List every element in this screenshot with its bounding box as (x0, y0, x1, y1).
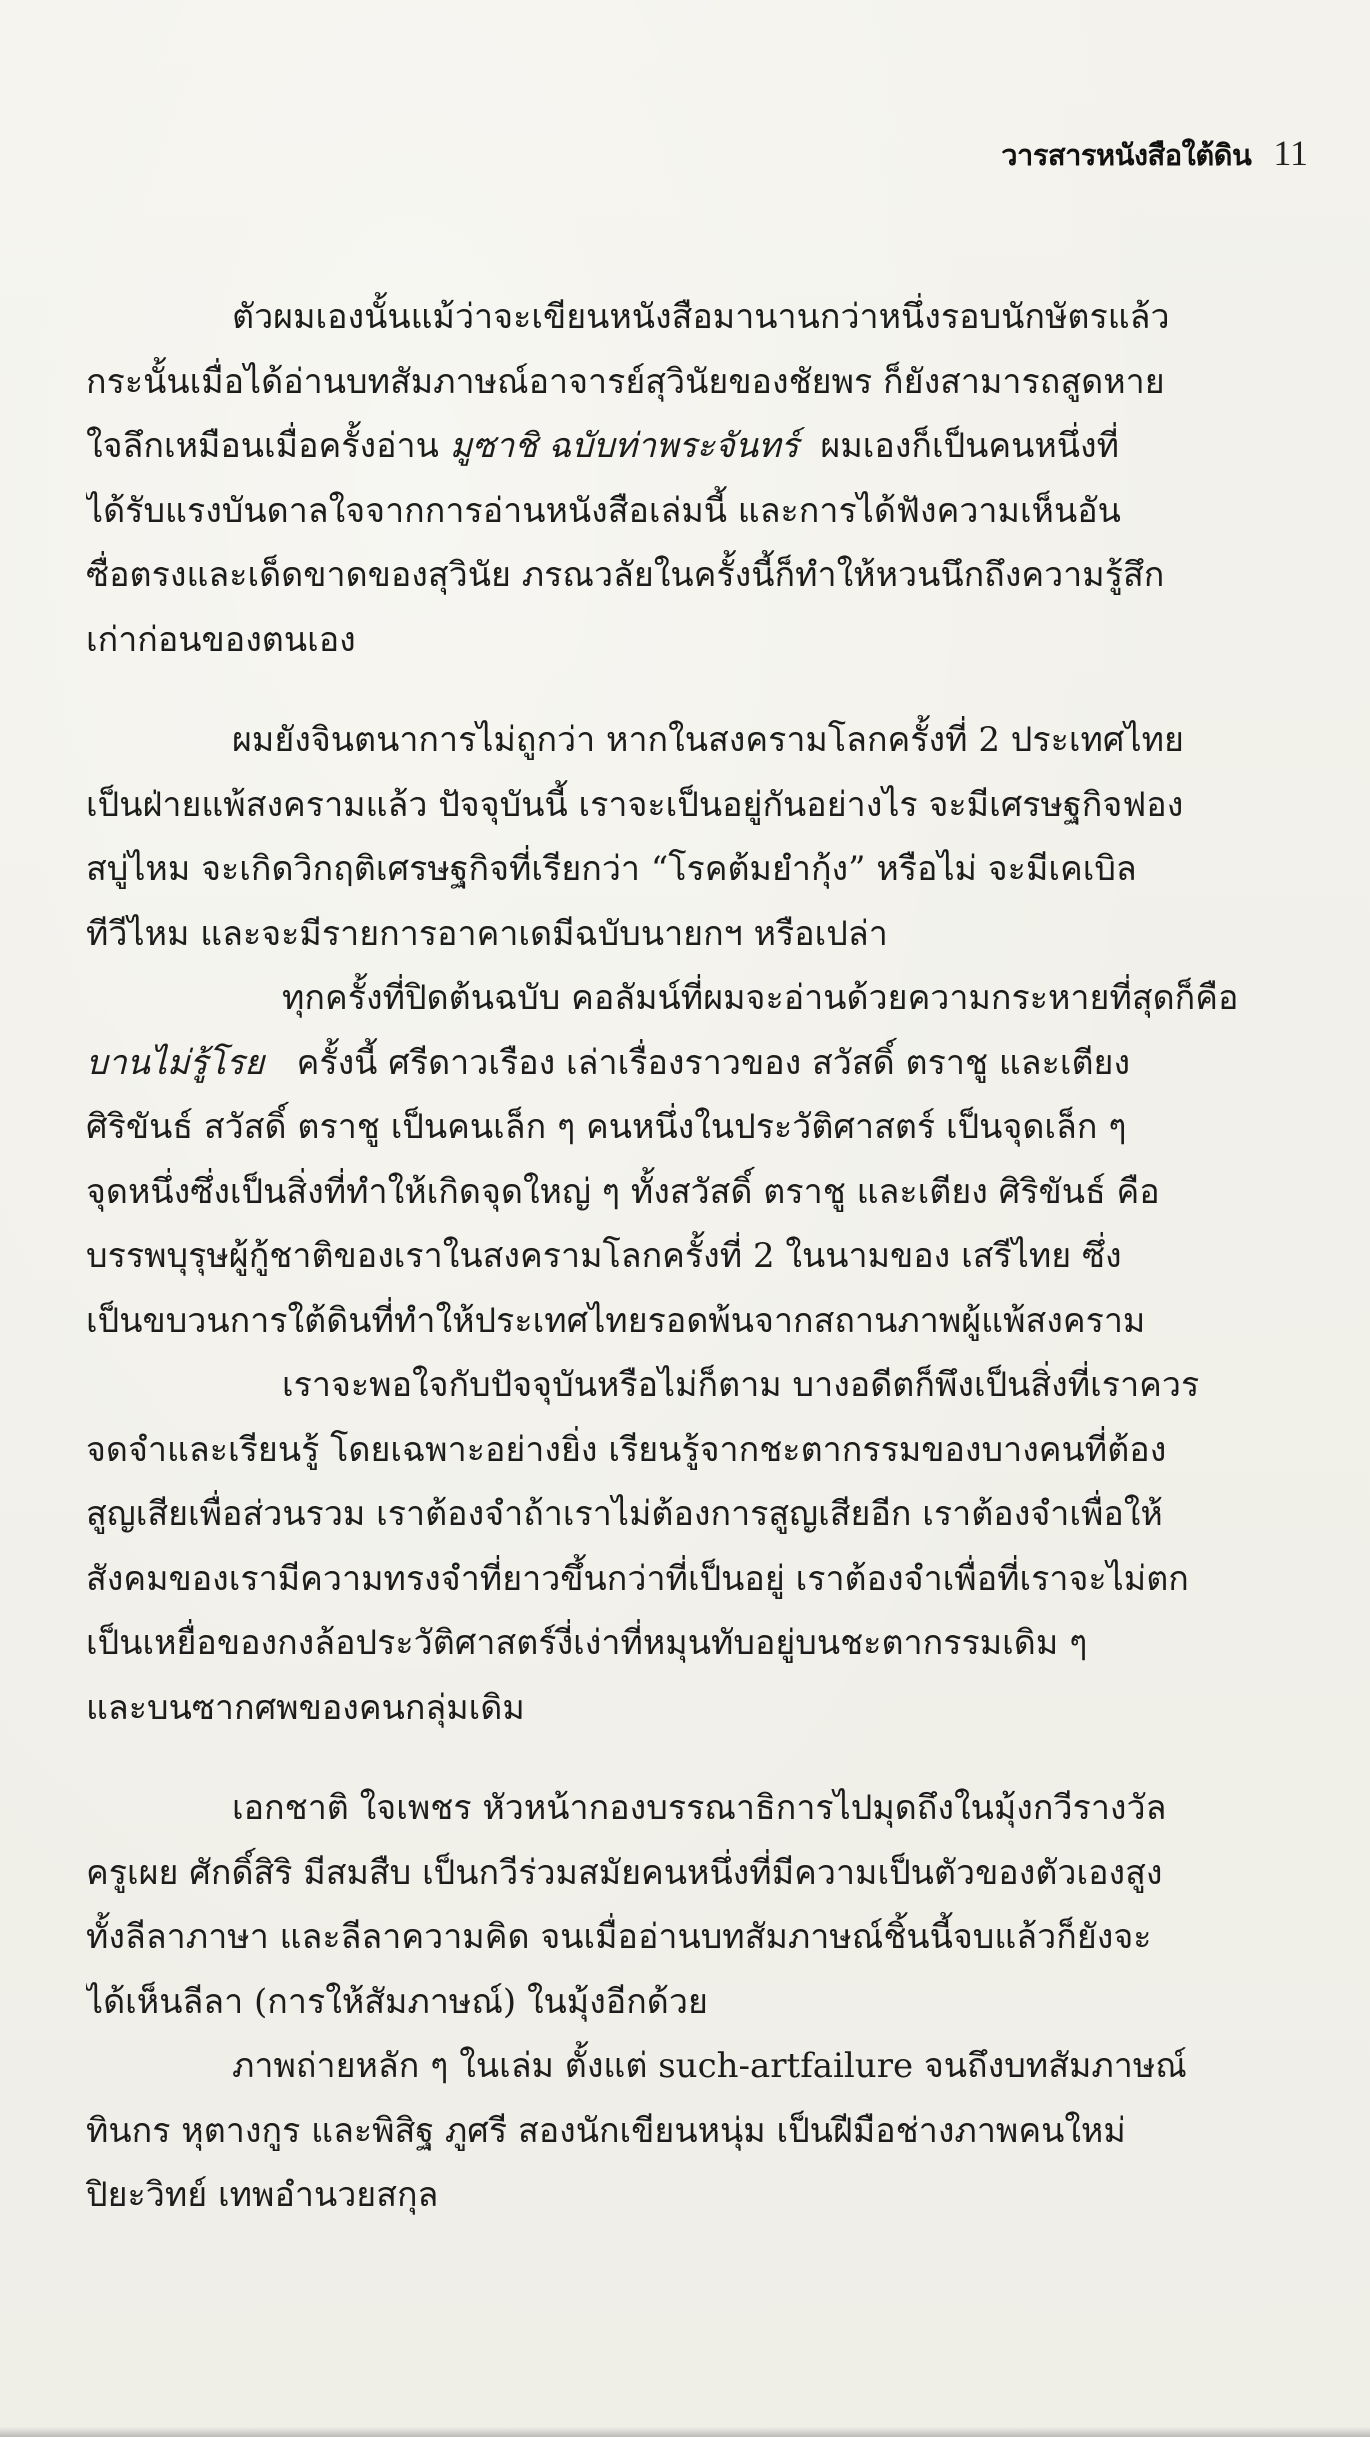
text-line: และบนซากศพของคนกลุ่มเดิม (86, 1687, 525, 1728)
text-line: สบู่ไหม จะเกิดวิกฤติเศรษฐกิจที่เรียกว่า “โรคต้มยำกุ้ง” หรือไม่ จะมีเคเบิล (86, 849, 1137, 889)
text-line (86, 1031, 1308, 1096)
paragraph-gap (86, 672, 1308, 708)
text-line: ได้รับแรงบันดาลใจจากการอ่านหนังสือเล่มนี้ และการได้ฟังความเห็นอัน (86, 490, 1121, 531)
text-line: เป็นเหยื่อของกงล้อประวัติศาสตร์งี่เง่าที่หมุนทับอยู่บนชะตากรรมเดิม ๆ (86, 1623, 1088, 1663)
text-line: สูญเสียเพื่อส่วนรวม เราต้องจำถ้าเราไม่ต้องการสูญเสียอีก เราต้องจำเพื่อให้ (86, 1494, 1163, 1534)
text-line: ทินกร หุตางกูร และพิสิฐ ภูศรี สองนักเขียนหนุ่ม เป็นฝีมือช่างภาพคนใหม่ (86, 2110, 1126, 2151)
text-segment: ครั้งนี้ ศรีดาวเรือง เล่าเรื่องราวของ สวัสดิ์ ตราชู และเตียง (296, 1042, 1131, 1083)
book-title: มูซาชิ ฉบับท่าพระจันทร์ (449, 426, 799, 466)
text-line (86, 414, 1308, 479)
text-line: กระนั้นเมื่อได้อ่านบทสัมภาษณ์อาจารย์สุวินัยของชัยพร ก็ยังสามารถสูดหาย (86, 361, 1165, 402)
text-line: เป็นฝ่ายแพ้สงครามแล้ว ปัจจุบันนี้ เราจะเป็นอยู่กันอย่างไร จะมีเศรษฐกิจฟอง (86, 784, 1184, 825)
text-line: ทั้งลีลาภาษา และลีลาความคิด จนเมื่ออ่านบทสัมภาษณ์ชิ้นนี้จบแล้วก็ยังจะ (86, 1917, 1152, 1957)
text-line: จุดหนึ่งซึ่งเป็นสิ่งที่ทำให้เกิดจุดใหญ่ ๆ ทั้งสวัสดิ์ ตราชู และเตียง ศิริขันธ์ คือ (86, 1171, 1160, 1212)
text-line: จดจำและเรียนรู้ โดยเฉพาะอย่างยิ่ง เรียนรู้จากชะตากรรมของบางคนที่ต้อง (86, 1429, 1167, 1470)
text-line: ศิริขันธ์ สวัสดิ์ ตราชู เป็นคนเล็ก ๆ คนหนึ่งในประวัติศาสตร์ เป็นจุดเล็ก ๆ (86, 1107, 1127, 1147)
paragraph-gap (86, 1740, 1308, 1776)
text-line: บรรพบุรุษผู้กู้ชาติของเราในสงครามโลกครั้งที่ 2 ในนามของ เสรีไทย ซึ่ง (86, 1236, 1122, 1276)
text-line: ตัวผมเองนั้นแม้ว่าจะเขียนหนังสือมานานกว่าหนึ่งรอบนักษัตรแล้ว (232, 297, 1170, 337)
journal-name: วารสารหนังสือใต้ดิน (1001, 138, 1252, 172)
text-segment: ผมเองก็เป็นคนหนึ่งที่ (820, 426, 1120, 466)
text-line: ทีวีไหม และจะมีรายการอาคาเดมีฉบับนายกฯ หรือเปล่า (86, 913, 888, 954)
paragraph-6 (86, 2034, 1308, 2228)
text-line: สังคมของเรามีความทรงจำที่ยาวขึ้นกว่าที่เป็นอยู่ เราต้องจำเพื่อที่เราจะไม่ตก (86, 1558, 1189, 1599)
text-line: เอกชาติ ใจเพชร หัวหน้ากองบรรณาธิการไปมุดถึงในมุ้งกวีรางวัล (232, 1788, 1167, 1828)
paragraph-4 (86, 1353, 1308, 1740)
paragraph-1 (86, 285, 1308, 672)
paragraph-5 (86, 1776, 1308, 2034)
text-line: ภาพถ่ายหลัก ๆ ในเล่ม ตั้งแต่ such-artfailure จนถึงบทสัมภาษณ์ (232, 2046, 1187, 2086)
column-title: บานไม่รู้โรย (86, 1042, 265, 1083)
text-line: ครูเผย ศักดิ์สิริ มีสมสืบ เป็นกวีร่วมสมัยคนหนึ่งที่มีความเป็นตัวของตัวเองสูง (86, 1852, 1163, 1893)
text-line: ปิยะวิทย์ เทพอำนวยสกุล (86, 2175, 439, 2215)
text-line: เราจะพอใจกับปัจจุบันหรือไม่ก็ตาม บางอดีตก็พึงเป็นสิ่งที่เราควร (282, 1365, 1200, 1405)
paragraph-2 (86, 708, 1308, 966)
text-line: ทุกครั้งที่ปิดต้นฉบับ คอลัมน์ที่ผมจะอ่านด้วยความกระหายที่สุดก็คือ (282, 978, 1239, 1018)
text-line: ซื่อตรงและเด็ดขาดของสุวินัย ภรณวลัยในครั้งนี้ก็ทำให้หวนนึกถึงความรู้สึก (86, 555, 1165, 595)
body-text (86, 285, 1308, 2228)
running-header (1001, 132, 1308, 178)
text-line: เก่าก่อนของตนเอง (86, 619, 356, 660)
text-line: ได้เห็นลีลา (การให้สัมภาษณ์) ในมุ้งอีกด้วย (86, 1981, 708, 2022)
text-line: เป็นขบวนการใต้ดินที่ทำให้ประเทศไทยรอดพ้นจากสถานภาพผู้แพ้สงคราม (86, 1300, 1146, 1341)
text-segment: ใจลึกเหมือนเมื่อครั้งอ่าน (86, 426, 439, 466)
page-number: 11 (1273, 133, 1308, 173)
paragraph-3 (86, 966, 1308, 1353)
text-line: ผมยังจินตนาการไม่ถูกว่า หากในสงครามโลกครั้งที่ 2 ประเทศไทย (232, 720, 1184, 760)
